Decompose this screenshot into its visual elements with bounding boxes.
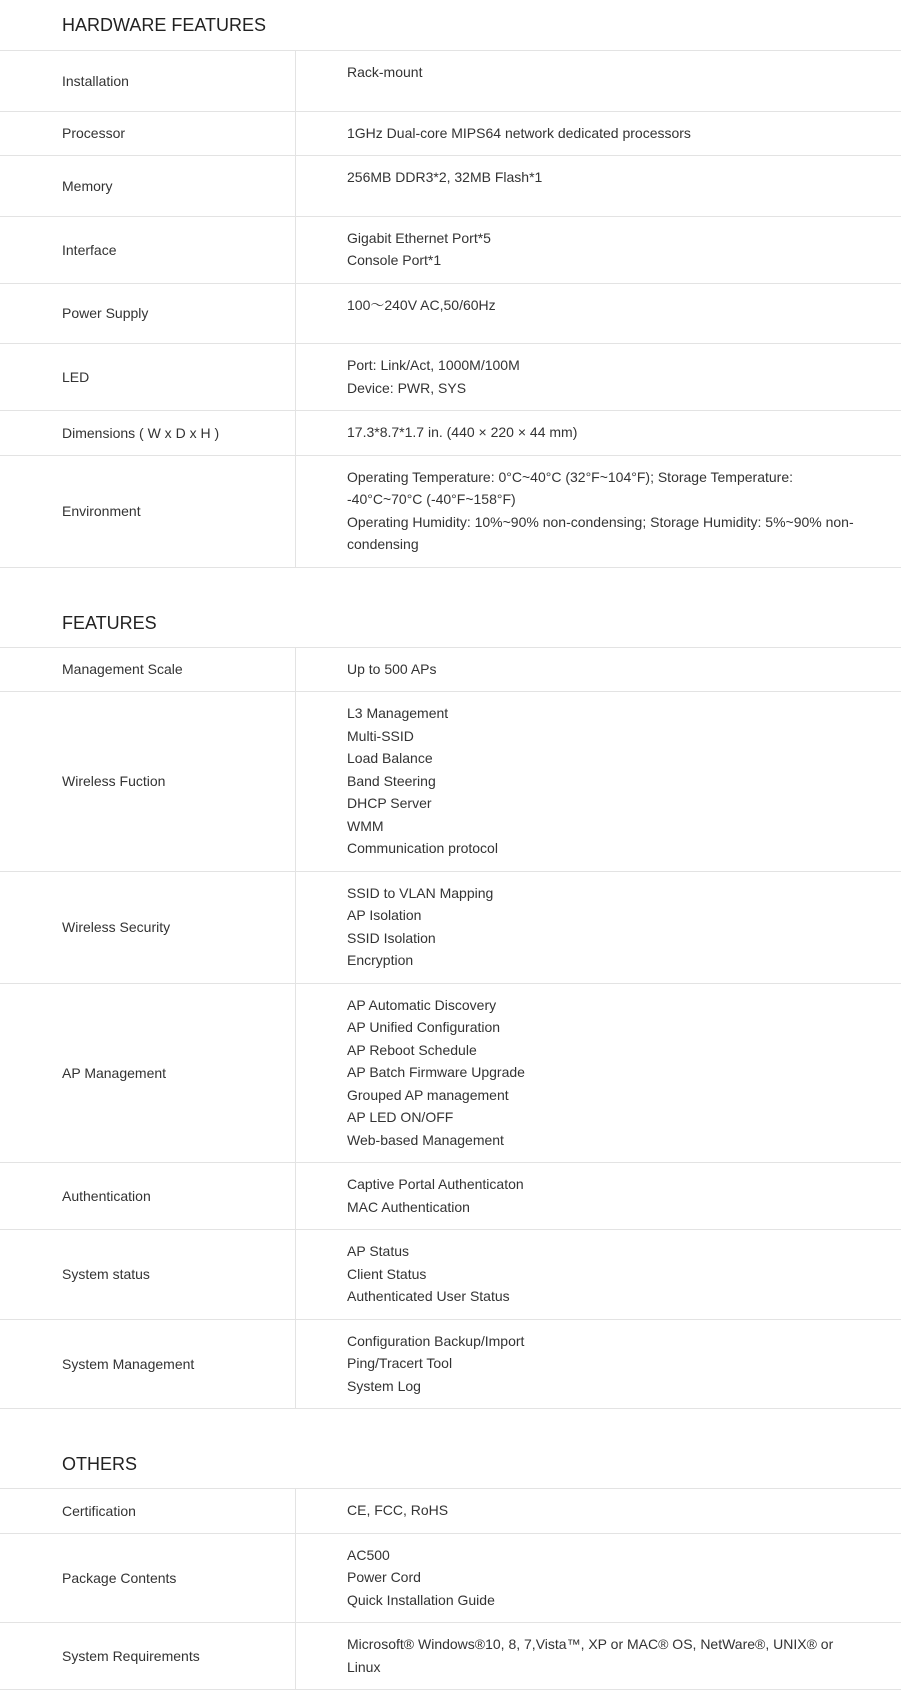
spec-label: System Management [0,1320,296,1409]
spec-value [296,1623,901,1689]
section-title: HARDWARE FEATURES [0,0,901,51]
spec-value-line: Ping/Tracert Tool [347,1355,453,1371]
spec-value [296,411,901,455]
spec-value [296,692,901,871]
spec-value-line: Rack-mount [347,64,423,80]
spec-value-line: AP Automatic Discovery [347,996,497,1013]
spec-value [296,872,901,983]
spec-value [296,51,901,111]
spec-value-line: Up to 500 APs [347,660,437,677]
spec-value-line: Quick Installation Guide [347,1591,495,1608]
spec-value [296,1489,901,1533]
spec-label: Certification [0,1489,296,1533]
spec-value [296,1534,901,1623]
spec-value-line: Power Cord [347,1569,421,1585]
spec-value-line: Console Port*1 [347,252,442,268]
spec-value-line: SSID Isolation [347,929,436,946]
spec-label: Dimensions ( W x D x H ) [0,411,296,455]
spec-value-line: Port: Link/Act, 1000M/100M [347,357,520,373]
spec-value [296,1163,901,1229]
spec-value-line: 1GHz Dual-core MIPS64 network dedicated processors [347,124,691,141]
spec-value-line: Operating Humidity: 10%~90% non-condensing; Storage Humidity: 5%~90% non-condensing [347,513,854,552]
spec-label: System Requirements [0,1623,296,1689]
section-title: OTHERS [0,1409,901,1489]
spec-value-line: Gigabit Ethernet Port*5 [347,229,491,246]
spec-value-line: Load Balance [347,750,433,766]
spec-label: LED [0,344,296,410]
spec-label: Memory [0,156,296,216]
spec-value-line: Band Steering [347,772,436,789]
spec-value [296,217,901,283]
spec-row-system-status [0,1230,901,1320]
section-hardware-features [0,0,901,568]
section-title: FEATURES [0,568,901,648]
spec-label: Processor [0,112,296,156]
spec-row-package-contents [0,1534,901,1624]
spec-value-line: 256MB DDR3*2, 32MB Flash*1 [347,169,543,185]
spec-row-processor [0,112,901,157]
spec-value [296,648,901,692]
spec-label: System status [0,1230,296,1319]
spec-label: Wireless Security [0,872,296,983]
spec-row-ap-management [0,984,901,1164]
spec-label: Power Supply [0,284,296,344]
spec-value-line: AP Reboot Schedule [347,1041,477,1058]
spec-value-line: MAC Authentication [347,1198,470,1215]
spec-value-line: Communication protocol [347,840,498,856]
spec-value-line: AP Status [347,1243,410,1259]
spec-row-system-requirements [0,1623,901,1690]
spec-row-led [0,344,901,411]
spec-row-wireless-security [0,872,901,984]
spec-row-installation [0,51,901,112]
spec-value [296,984,901,1163]
spec-row-dimensions-w-x-d-x-h [0,411,901,456]
section-others [0,1409,901,1690]
spec-value-line: Authenticated User Status [347,1288,510,1304]
spec-value-line: WMM [347,817,384,834]
spec-label: Authentication [0,1163,296,1229]
spec-value-line: AP Batch Firmware Upgrade [347,1064,525,1080]
spec-row-memory [0,156,901,217]
spec-value-line: AP Isolation [347,907,422,923]
spec-row-environment [0,456,901,568]
spec-row-management-scale [0,648,901,693]
spec-label: Wireless Fuction [0,692,296,871]
spec-value [296,112,901,156]
spec-value-line: Configuration Backup/Import [347,1332,525,1349]
spec-row-certification [0,1489,901,1534]
spec-value-line: Captive Portal Authenticaton [347,1176,524,1192]
spec-label: Package Contents [0,1534,296,1623]
spec-value-line: L3 Management [347,705,449,721]
spec-value-line: CE, FCC, RoHS [347,1502,449,1518]
spec-row-power-supply [0,284,901,345]
spec-label: Management Scale [0,648,296,692]
spec-value-line: System Log [347,1377,421,1394]
spec-value [296,284,901,344]
spec-value-line: AC500 [347,1546,390,1563]
spec-row-interface [0,217,901,284]
spec-value [296,156,901,216]
spec-value-line: SSID to VLAN Mapping [347,884,494,901]
spec-value-line: 17.3*8.7*1.7 in. (440 × 220 × 44 mm) [347,424,578,440]
spec-label: Interface [0,217,296,283]
spec-row-system-management [0,1320,901,1410]
spec-label: Installation [0,51,296,111]
spec-value-line: Operating Temperature: 0°C~40°C (32°F~104°F); Storage Temperature: -40°C~70°C (-40°F~158°F) [347,468,793,507]
spec-value [296,1230,901,1319]
spec-value-line: Device: PWR, SYS [347,379,467,396]
spec-label: Environment [0,456,296,567]
spec-value-line: Encryption [347,952,414,968]
spec-value [296,344,901,410]
spec-label: AP Management [0,984,296,1163]
spec-row-authentication [0,1163,901,1230]
spec-value-line: Multi-SSID [347,727,414,744]
spec-value [296,1320,901,1409]
spec-value [296,456,901,567]
spec-value-line: Grouped AP management [347,1086,509,1103]
spec-value-line: AP Unified Configuration [347,1019,501,1035]
section-features [0,568,901,1410]
spec-value-line: Microsoft® Windows®10, 8, 7,Vista™, XP or MAC® OS, NetWare®, UNIX® or Linux [347,1636,834,1675]
spec-value-line: Web-based Management [347,1131,504,1148]
spec-value-line: 100～240V AC,50/60Hz [347,296,496,313]
spec-value-line: AP LED ON/OFF [347,1109,454,1125]
spec-row-wireless-fuction [0,692,901,872]
spec-value-line: Client Status [347,1265,427,1282]
spec-value-line: DHCP Server [347,795,432,811]
